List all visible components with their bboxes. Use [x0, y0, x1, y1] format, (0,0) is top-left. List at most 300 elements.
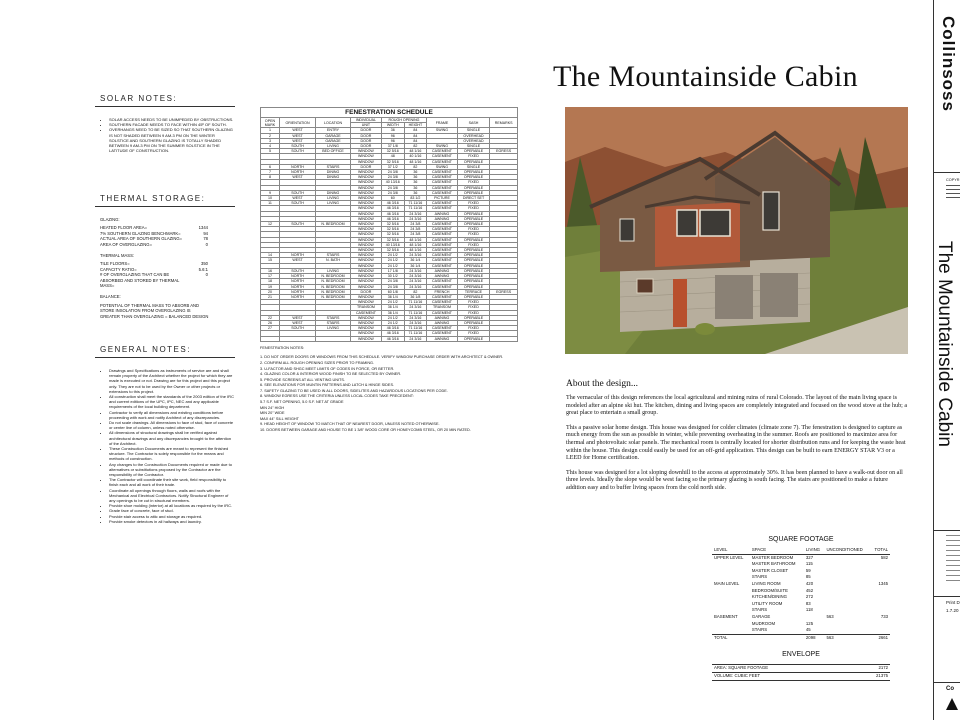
table-cell: NORTH	[280, 279, 316, 284]
table-cell: SWING	[427, 164, 458, 169]
table-cell: CASEMENT	[427, 201, 458, 206]
table-cell: 46 3/16	[381, 331, 404, 336]
fenestration-note: MAX 44" SILL HEIGHT	[260, 416, 299, 421]
copyright-text-lines	[946, 185, 960, 201]
fenestration-note: 1. DO NOT ORDER DOORS OR WINDOWS FROM THIS SCHEDULE. VERIFY WINDOW PURCHASE ORDER WITH ARCHITECT & OWNER.	[260, 355, 504, 360]
table-cell: FIXED	[457, 310, 489, 315]
table-cell: OPERABLE	[457, 175, 489, 180]
table-cell: 40 1/16	[404, 154, 426, 159]
table-cell: AWNING	[427, 336, 458, 341]
table-cell	[824, 594, 870, 601]
table-cell: CASEMENT	[427, 149, 458, 154]
table-cell: 36	[404, 175, 426, 180]
table-row	[712, 621, 890, 628]
table-cell: WINDOW	[350, 211, 381, 216]
table-cell	[712, 601, 750, 608]
table-cell: NORTH	[280, 289, 316, 294]
table-cell: 18	[261, 279, 280, 284]
list-item: • All construction shall meet the standards of the 2003 edition of the IRC and current editions of the UPC, IPC, NEC and any applicable requirements of the local building department.	[109, 394, 235, 410]
table-cell: 24 1/2	[381, 253, 404, 258]
table-cell: 24 1/2	[381, 258, 404, 263]
table-row	[261, 274, 518, 279]
table-cell: CASEMENT	[427, 331, 458, 336]
column-header: LOCATION	[316, 118, 351, 128]
table-cell: OVERHEAD	[457, 133, 489, 138]
table-cell: 733	[880, 613, 888, 619]
table-cell: 24 3/16	[404, 274, 426, 279]
revision-lines	[946, 535, 960, 585]
table-cell: 24 3/16	[404, 216, 426, 221]
table-cell: 1345	[878, 580, 888, 586]
table-cell: 16	[261, 268, 280, 273]
table-cell	[870, 627, 890, 634]
fenestration-note: 7. SAFETY GLAZING TO BE USED IN ALL DOORS, SIDELITES AND HAZARDOUS LOCATIONS PER CODE.	[260, 388, 448, 393]
table-cell: 96	[381, 138, 404, 143]
table-row	[261, 258, 518, 263]
table-cell: CASEMENT	[427, 227, 458, 232]
list-item: • The Contractor will coordinate their site work, field responsibility to finish each and all work of their trade.	[109, 477, 235, 487]
table-cell: WINDOW	[350, 331, 381, 336]
table-cell: WINDOW	[350, 336, 381, 341]
fenestration-note: 2. CONFIRM ALL ROUGH OPENING SIZES PRIOR TO FRAMING.	[260, 360, 375, 365]
table-cell: OPERABLE	[457, 190, 489, 195]
table-cell	[870, 574, 890, 581]
table-cell: CASEMENT	[427, 232, 458, 237]
table-cell: N. BEDROOM	[316, 289, 351, 294]
table-cell: WINDOW	[350, 320, 381, 325]
table-cell: 36 1/4	[381, 294, 404, 299]
table-cell: OPERABLE	[457, 274, 489, 279]
table-row	[261, 284, 518, 289]
table-cell: CASEMENT	[427, 310, 458, 315]
column-header: ORIENTATION	[280, 118, 316, 128]
table-cell: WEST	[280, 320, 316, 325]
table-cell: 26	[261, 320, 280, 325]
list-item: • Grade face of concrete, face of stud.	[109, 508, 235, 513]
fenestration-table	[260, 117, 518, 342]
table-row	[261, 175, 518, 180]
table-cell: FRENCH	[427, 289, 458, 294]
table-cell: 125	[805, 620, 814, 626]
column-header: TOTAL	[870, 547, 890, 554]
table-cell: CASEMENT	[427, 253, 458, 258]
table-cell: ENTRY	[316, 128, 351, 133]
table-cell: AWNING	[427, 274, 458, 279]
table-cell: DOOR	[350, 144, 381, 149]
table-row	[712, 607, 890, 614]
table-cell: 24 3/8	[404, 222, 426, 227]
table-row	[712, 601, 890, 608]
table-cell: FIXED	[457, 227, 489, 232]
table-cell: 48 1/16	[404, 149, 426, 154]
table-cell: 36 1/4	[404, 263, 426, 268]
table-cell: 24 3/8	[381, 284, 404, 289]
table-cell: 36 1/4	[381, 310, 404, 315]
fenestration-note: 6. SEE ELEVATIONS FOR MUNTIN PATTERNS AND LATCH & HINGE SIDES.	[260, 383, 395, 388]
table-row	[261, 289, 518, 294]
table-cell: 46 3/16	[381, 336, 404, 341]
table-cell: MUDROOM	[751, 620, 776, 626]
table-cell: 19	[261, 284, 280, 289]
table-cell: 60	[381, 196, 404, 201]
table-row	[712, 588, 890, 595]
table-cell: 36 1/8	[404, 294, 426, 299]
table-cell: 3	[261, 138, 280, 143]
table-cell: 24 1/2	[381, 263, 404, 268]
thermal-line: 7% SOUTHERN GLAZING BENCHMARK= 94	[100, 230, 208, 236]
table-cell: WINDOW	[350, 190, 381, 195]
table-cell: 85	[805, 574, 811, 580]
table-cell: SINGLE	[457, 144, 489, 149]
divider	[95, 206, 235, 207]
table-cell: GARAGE	[316, 133, 351, 138]
table-cell: WINDOW	[350, 201, 381, 206]
thermal-line: TILE FLOORS= 350	[100, 261, 208, 267]
table-cell: 24 3/16	[404, 336, 426, 341]
table-cell: 7	[261, 170, 280, 175]
table-cell: WINDOW	[350, 284, 381, 289]
table-cell: 59	[805, 567, 811, 573]
column-header: LIVING	[804, 547, 825, 554]
table-cell	[712, 607, 750, 614]
table-cell: NORTH	[280, 284, 316, 289]
table-cell: SOUTH	[280, 144, 316, 149]
table-row	[261, 279, 518, 284]
table-cell: 37 1/2	[381, 164, 404, 169]
table-row	[712, 554, 890, 561]
fenestration-note: 3. U-FACTOR AND SHGC MEET LIMITS OF CODES IN FORCE, OR BETTER.	[260, 366, 395, 371]
table-cell: MAIN LEVEL	[714, 580, 740, 586]
table-row	[261, 315, 518, 320]
table-row	[261, 222, 518, 227]
table-cell: CASEMENT	[427, 170, 458, 175]
list-item: • SOLAR ACCESS NEEDS TO BE UNIMPEDED BY OBSTRUCTIONS.	[109, 117, 235, 122]
table-row	[712, 614, 890, 621]
table-cell	[870, 588, 890, 595]
table-cell: SOUTH	[280, 190, 316, 195]
table-cell: MASTER BATHROOM	[751, 561, 796, 567]
table-cell: STAIRS	[316, 315, 351, 320]
table-cell: WINDOW	[350, 279, 381, 284]
table-cell: WINDOW	[350, 248, 381, 253]
table-cell: AWNING	[427, 216, 458, 221]
table-cell: WINDOW	[350, 185, 381, 190]
table-row	[712, 568, 890, 575]
table-cell: CASEMENT	[427, 185, 458, 190]
table-cell: FIXED	[457, 201, 489, 206]
list-item: • Any changes to the Construction Documents required or made due to alternatives or substitutions proposed by the Contractor are the responsibility of the Contractor.	[109, 462, 235, 478]
table-cell: 24 3/16	[404, 315, 426, 320]
fenestration-notes-heading: FENESTRATION NOTES:	[260, 345, 305, 350]
table-cell: NORTH	[280, 294, 316, 299]
table-cell: 32 5/16	[381, 222, 404, 227]
table-cell: NORTH	[280, 253, 316, 258]
table-cell: FIXED	[457, 305, 489, 310]
table-cell: MASTER BEDROOM	[751, 554, 794, 560]
table-cell: SINGLE	[457, 128, 489, 133]
list-item: • Provide smoke detectors in all hallways and laundry.	[109, 519, 235, 524]
table-cell: WINDOW	[350, 258, 381, 263]
table-cell: OPERABLE	[457, 284, 489, 289]
copyright-label: COPYR	[946, 178, 960, 182]
table-cell	[824, 627, 870, 634]
table-cell: WEST	[280, 315, 316, 320]
column-header: OPEN MARK	[261, 118, 280, 128]
about-paragraph: The vernacular of this design references the local agricultural and mining ruins of rural Colorado. The layout of the main living space is modeled after an alpine ski hut. The kitchen, dining and living spaces are completely integrated and focused on the wood stove at the hub; a great place to entertain a small group.	[566, 395, 908, 417]
thermal-line: AREA OF OVERGLAZING= 0	[100, 241, 208, 247]
table-cell: DOOR	[350, 289, 381, 294]
table-cell	[824, 621, 870, 628]
table-cell: WEST	[280, 128, 316, 133]
table-cell: 6	[261, 164, 280, 169]
about-heading: About the design...	[566, 379, 639, 389]
table-cell: WINDOW	[350, 232, 381, 237]
table-cell: 24 3/16	[404, 268, 426, 273]
table-cell: GARAGE	[316, 138, 351, 143]
table-cell: STAIRS	[316, 253, 351, 258]
table-cell: STAIRS	[751, 627, 768, 633]
fenestration-schedule	[260, 107, 518, 434]
table-cell: WINDOW	[350, 315, 381, 320]
table-cell	[824, 554, 870, 561]
table-cell: LIVING	[316, 201, 351, 206]
table-cell: LIVING	[316, 196, 351, 201]
table-cell: 71 11/16	[404, 310, 426, 315]
table-cell: OPERABLE	[457, 315, 489, 320]
table-cell: WINDOW	[350, 159, 381, 164]
table-cell	[750, 634, 804, 641]
table-cell: SOUTH	[280, 222, 316, 227]
table-cell: FIXED	[457, 326, 489, 331]
table-cell: 582	[880, 554, 888, 560]
table-cell: WINDOW	[350, 263, 381, 268]
table-cell: CASEMENT	[427, 258, 458, 263]
list-item: • OVERHANGS NEED TO BE SIZED SO THAT SOUTHERN GLAZING IS NOT SHADED BETWEEN 9 AM-3 PM ON THE WINTER SOLSTICE AND SOUTHERN GLAZING IS TOTALLY SHADED BETWEEN 9 AM-3 PM ON THE SUMMER SOLSTICE IN THE LATITUDE OF CONSTRUCTION.	[109, 127, 235, 153]
table-cell: 40 13/16	[381, 180, 404, 185]
table-cell: 37 1/8	[381, 144, 404, 149]
table-cell: FIXED	[457, 154, 489, 159]
envelope-heading: ENVELOPE	[782, 651, 820, 659]
table-cell: FIXED	[457, 180, 489, 185]
brand-logo: Collinsoss	[939, 16, 958, 112]
table-cell: 24 3/8	[381, 170, 404, 175]
thermal-line: ACTUAL AREA OF SOUTHERN GLAZING= 78	[100, 236, 208, 242]
table-cell	[870, 621, 890, 628]
divider	[934, 172, 960, 173]
table-cell: TRANSOM	[427, 305, 458, 310]
table-cell: 272	[805, 594, 814, 600]
table-cell: 46 3/16	[381, 216, 404, 221]
table-cell: BASEMENT	[714, 613, 738, 619]
table-cell: 71 11/16	[404, 206, 426, 211]
table-cell	[712, 588, 750, 595]
table-cell: PICTURE	[427, 196, 458, 201]
table-row	[712, 634, 890, 641]
table-cell: 36	[404, 185, 426, 190]
table-cell: 115	[805, 561, 813, 567]
envelope-table	[712, 664, 890, 680]
column-group-header: ROUGH OPENING	[381, 118, 426, 123]
table-cell: 420	[805, 580, 814, 586]
table-cell: DINING	[316, 170, 351, 175]
title-block	[933, 0, 960, 720]
table-cell: FIXED	[457, 331, 489, 336]
table-row	[712, 594, 890, 601]
thermal-storage-heading: THERMAL STORAGE:	[100, 194, 206, 203]
table-cell: AWNING	[427, 268, 458, 273]
table-cell: 32 5/16	[381, 232, 404, 237]
table-cell: SWING	[427, 128, 458, 133]
table-cell: 32 5/16	[381, 227, 404, 232]
table-cell: 24 1/2	[381, 315, 404, 320]
fenestration-note: 5. PROVIDE SCREENS AT ALL VENTING UNITS.	[260, 377, 345, 382]
general-notes-section	[95, 345, 235, 524]
table-cell: 82	[404, 164, 426, 169]
print-date-label: Print D	[946, 600, 960, 605]
table-cell: WINDOW	[350, 216, 381, 221]
table-row	[712, 627, 890, 634]
table-row: AREA: SQUARE FOOTAGE 2172	[712, 665, 890, 673]
table-cell	[824, 581, 870, 588]
table-row: VOLUME: CUBIC FEET 21375	[712, 672, 890, 680]
table-cell: 24 3/8	[381, 190, 404, 195]
table-cell	[712, 568, 750, 575]
table-cell: 24 3/8	[381, 185, 404, 190]
column-header: SPACE	[750, 547, 804, 554]
table-cell: TERRACE	[457, 289, 489, 294]
table-cell: 82	[404, 144, 426, 149]
table-cell: DOOR	[350, 138, 381, 143]
table-cell: EGRESS	[490, 289, 518, 294]
table-cell: 32 5/16	[381, 237, 404, 242]
cabin-photo	[565, 107, 908, 354]
table-cell: 36	[404, 180, 426, 185]
about-section	[566, 379, 908, 500]
table-row	[261, 144, 518, 149]
table-cell: WINDOW	[350, 237, 381, 242]
table-cell: 48 1/16	[404, 159, 426, 164]
table-cell: WEST	[280, 133, 316, 138]
list-item: • All dimensions of structural drawings shall be verified against architectural drawings and any discrepancies brought to the attention of the Architect.	[109, 430, 235, 446]
table-cell: LIVING	[316, 268, 351, 273]
fenestration-note: MIN 20" WIDE	[260, 411, 285, 416]
table-cell: DOOR	[350, 128, 381, 133]
table-cell: CASEMENT	[350, 310, 381, 315]
table-cell: UPPER LEVEL	[714, 554, 744, 560]
glazing-label: GLAZING:	[100, 217, 120, 222]
table-cell: 32 5/16	[381, 149, 404, 154]
table-cell: 24 3/16	[404, 305, 426, 310]
table-cell: OPERABLE	[457, 237, 489, 242]
table-row	[712, 561, 890, 568]
table-cell: 71 11/16	[404, 201, 426, 206]
table-cell: 36 1/4	[381, 305, 404, 310]
table-cell: 48	[381, 154, 404, 159]
table-cell: DINING	[316, 190, 351, 195]
solar-notes-heading: SOLAR NOTES:	[100, 94, 178, 103]
table-cell: 14	[261, 253, 280, 258]
table-cell: AWNING	[427, 320, 458, 325]
table-cell: 17	[261, 274, 280, 279]
table-cell: FIXED	[457, 242, 489, 247]
print-date-value: 1.7.20	[946, 608, 959, 613]
table-cell: N. BEDROOM	[316, 279, 351, 284]
table-cell	[870, 594, 890, 601]
table-cell: WINDOW	[350, 227, 381, 232]
table-cell	[824, 561, 870, 568]
table-cell: CASEMENT	[427, 263, 458, 268]
table-cell: WEST	[280, 138, 316, 143]
square-footage-heading: SQUARE FOOTAGE	[768, 536, 834, 543]
table-cell	[870, 561, 890, 568]
table-row	[712, 581, 890, 588]
table-cell: CASEMENT	[427, 237, 458, 242]
table-cell: 83	[805, 600, 811, 606]
solar-notes-section	[95, 94, 235, 153]
table-cell: LIVING ROOM	[751, 580, 781, 586]
north-arrow-icon	[946, 698, 958, 710]
table-cell: OPERABLE	[457, 149, 489, 154]
table-cell: LIVING	[316, 326, 351, 331]
table-cell: WINDOW	[350, 253, 381, 258]
table-row	[261, 170, 518, 175]
fenestration-rows	[261, 128, 518, 341]
table-cell: 10	[261, 196, 280, 201]
table-cell: 24 3/8	[404, 227, 426, 232]
thermal-line: HEATED FLOOR AREA= 1344	[100, 225, 208, 231]
fenestration-note: 8. WINDOW EGRESS USE THE CRITERIA UNLESS LOCAL CODES TAKE PRECEDENT:	[260, 394, 414, 399]
table-cell: 24 3/8	[404, 232, 426, 237]
square-footage-rows	[712, 554, 890, 641]
column-header: UNCONDITIONED	[824, 547, 870, 554]
table-cell: OPERABLE	[457, 268, 489, 273]
table-cell: GARAGE	[751, 613, 771, 619]
table-cell: 36	[404, 170, 426, 175]
table-cell: 46 3/16	[381, 201, 404, 206]
table-cell: N. BEDROOM	[316, 274, 351, 279]
column-header: UNIT	[350, 123, 381, 128]
table-cell	[712, 574, 750, 581]
table-cell: 21	[261, 294, 280, 299]
table-cell: 27	[261, 326, 280, 331]
table-cell: SWING	[427, 144, 458, 149]
table-cell: 118	[805, 607, 813, 613]
table-cell: CASEMENT	[427, 222, 458, 227]
thermal-line: CAPACITY RATIO= 5.6:1	[100, 266, 208, 272]
table-cell: OPERABLE	[457, 294, 489, 299]
table-cell	[870, 568, 890, 575]
table-cell: 84	[404, 138, 426, 143]
page-title: The Mountainside Cabin	[553, 60, 858, 93]
table-cell: N. BEDROOM	[316, 284, 351, 289]
table-cell: 4	[261, 144, 280, 149]
table-cell: 24 3/8	[381, 279, 404, 284]
table-cell: WINDOW	[350, 222, 381, 227]
table-cell: FIXED	[457, 206, 489, 211]
table-cell: UTILITY ROOM	[751, 600, 783, 606]
table-cell: WINDOW	[350, 180, 381, 185]
table-cell: CASEMENT	[427, 242, 458, 247]
table-cell: OPERABLE	[457, 248, 489, 253]
table-cell: CASEMENT	[427, 248, 458, 253]
table-cell: 32 5/16	[381, 248, 404, 253]
table-cell: OPERABLE	[457, 222, 489, 227]
table-cell: 48 1/16	[404, 248, 426, 253]
about-paragraph: This house was designed for a lot sloping downhill to the access at approximately 30%. It has been planned to have a walk-out door on all three levels. Ideally the slope would be west facing so the primary glazing is south facing. The stairs are positioned to make a future addition easy and to buffer living spaces from the cold north side.	[566, 469, 903, 491]
table-cell: N. BATH	[316, 258, 351, 263]
table-cell: WINDOW	[350, 300, 381, 305]
table-cell: OPERABLE	[457, 336, 489, 341]
